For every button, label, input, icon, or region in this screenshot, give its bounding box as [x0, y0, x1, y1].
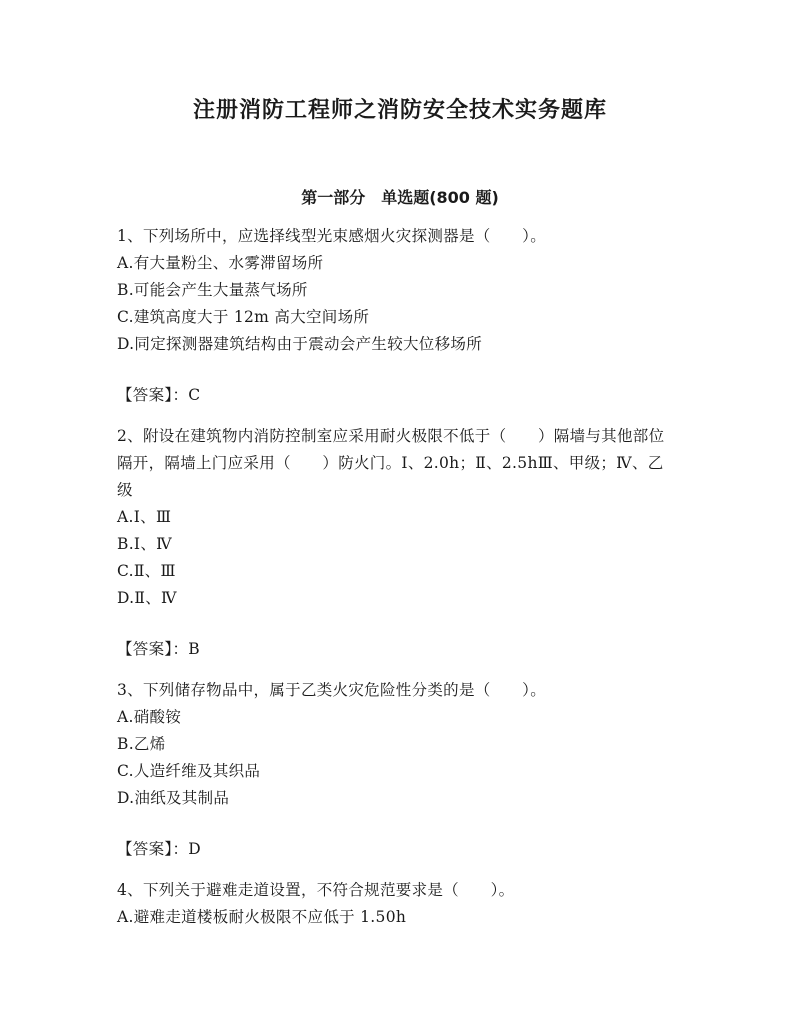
option-b: B.可能会产生大量蒸气场所 — [117, 281, 308, 299]
answer-value: B — [188, 640, 200, 658]
question-list — [117, 223, 677, 931]
option-a: A.Ⅰ、Ⅲ — [117, 508, 172, 526]
answer-line — [117, 636, 677, 663]
option-c: C.人造纤维及其织品 — [117, 762, 261, 780]
answer-line — [117, 382, 677, 409]
question-item — [117, 877, 677, 931]
question-stem: 3、下列储存物品中，属于乙类火灾危险性分类的是（ ）。 — [117, 681, 547, 699]
option-c: C.Ⅱ、Ⅲ — [117, 562, 176, 580]
section-title: 第一部分 单选题(800 题) — [301, 188, 499, 207]
option-c: C.建筑高度大于 12m 高大空间场所 — [117, 308, 370, 326]
option-d: D.Ⅱ、Ⅳ — [117, 589, 177, 607]
answer-value: D — [188, 840, 201, 858]
option-a: A.有大量粉尘、水雾滞留场所 — [117, 254, 324, 272]
answer-label: 【答案】： — [117, 386, 189, 404]
question-stem: 2、附设在建筑物内消防控制室应采用耐火极限不低于（ ）隔墙与其他部位隔开，隔墙上门应采用（ ）防火门。Ⅰ、2.0h；Ⅱ、2.5hⅢ、甲级；Ⅳ、乙级 — [117, 427, 665, 499]
question-item — [117, 223, 677, 409]
answer-line — [117, 836, 677, 863]
question-item — [117, 677, 677, 863]
answer-value: C — [188, 386, 201, 404]
option-d: D.油纸及其制品 — [117, 789, 230, 807]
option-list — [117, 504, 677, 612]
option-list — [117, 250, 677, 358]
document-title: 注册消防工程师之消防安全技术实务题库 — [192, 98, 607, 123]
option-d: D.同定探测器建筑结构由于震动会产生较大位移场所 — [117, 335, 483, 353]
question-stem: 1、下列场所中，应选择线型光束感烟火灾探测器是（ ）。 — [117, 227, 547, 245]
question-stem: 4、下列关于避难走道设置，不符合规范要求是（ ）。 — [117, 881, 515, 899]
option-a: A.硝酸铵 — [117, 708, 182, 726]
option-b: B.Ⅰ、Ⅳ — [117, 535, 172, 553]
option-b: B.乙烯 — [117, 735, 166, 753]
answer-label: 【答案】： — [117, 640, 189, 658]
option-list — [117, 704, 677, 812]
option-list — [117, 904, 677, 931]
option-a: A.避难走道楼板耐火极限不应低于 1.50h — [117, 908, 407, 926]
question-item — [117, 423, 677, 663]
answer-label: 【答案】： — [117, 840, 189, 858]
